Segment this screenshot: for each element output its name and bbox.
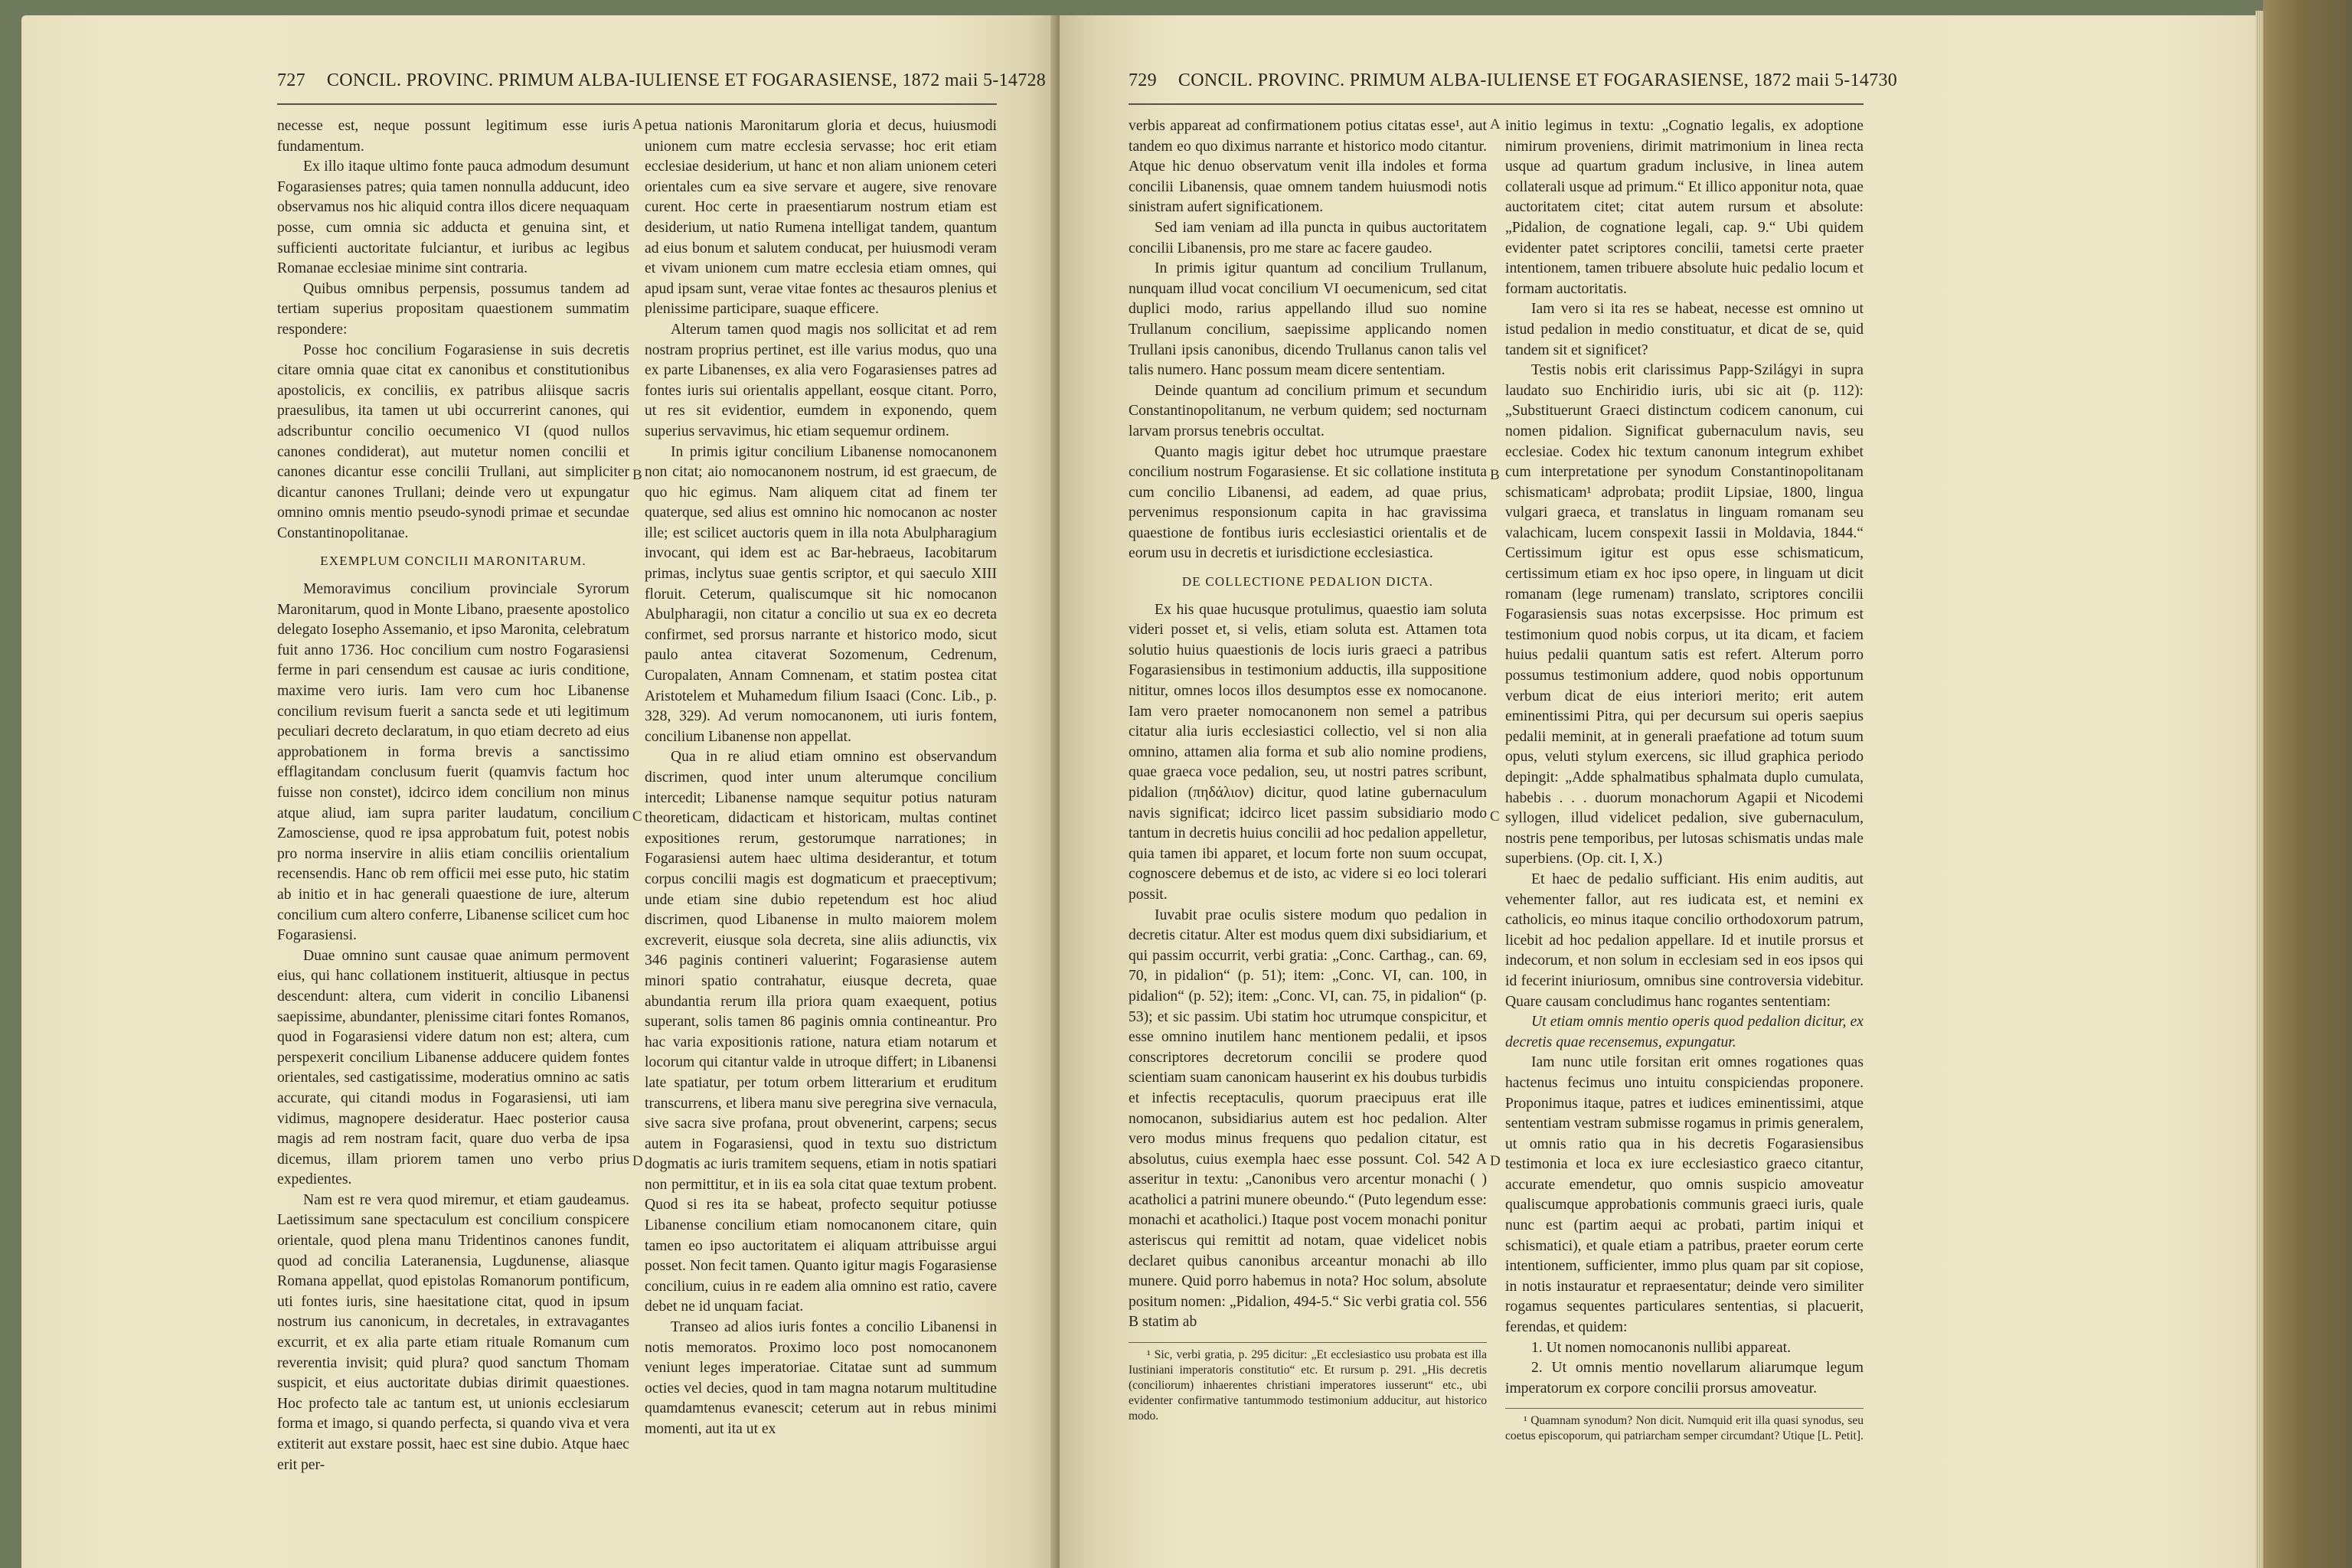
margin-marker: A: [632, 116, 643, 132]
paragraph: necesse est, neque possunt legitimum esse iuris fundamentum.: [277, 118, 629, 155]
section-title: DE COLLECTIONE PEDALION DICTA.: [1181, 574, 1434, 590]
paragraph: Ut etiam omnis mentio operis quod pedalion dicitur, ex decretis quae recensemus, expungatur.: [1505, 1014, 1864, 1050]
paragraph: initio legimus in textu: „Cognatio legalis, ex adoptione nimirum proveniens, dirimit matrimonium in linea recta usque ad quartum gradum inclusive, in linea autem collaterali usque ad primum.“ Et illico apponitur nota, quae auctoritatem citet; citat autem rursum et absolute: „Pidalion, de cognatione legali, cap. 9.“ Ubi quidem evidenter patet scriptores concilii, tametsi certe praeter intentionem, tamen tribuere absolute huic pedalio locum et formam auctoritatis.: [1505, 118, 1864, 297]
paragraph: Ex his quae hucusque protulimus, quaestio iam soluta videri posset et, si velis, etiam soluta est. Attamen tota solutio huius quaestionis de locis iuris graeci a patribus Fogarasiensibus in testimonium adductis, illa suppositione nititur, omnes locos illos desumptos esse ex nomocanone. Iam vero praeter nomocanonem non semel a patribus citatur alia iuris ecclesiastici collectio, vel si non alia omnino, attamen alia forma et sub alio nomine prodiens, quae graeca voce pedalion, seu, ut nostri patres scribunt, pidalion (πηδάλιον) dicitur, quod latine gubernaculum navis significat; idcirco licet passim subsidiario modo tantum in decretis huius concilii ad hoc pedalion appelletur, quia tamen ibi apparet, et locum forte non suum occupat, cognoscere debemus et de isto, ac videre si eo loci tolerari possit.: [1129, 601, 1487, 903]
paragraph: verbis appareat ad confirmationem potius citatas esse¹, aut tandem eo quo diximus narrante et historico modo citantur. Atque hic denuo observatum venit illa indoles et forma concilii Libanensis, quae omnem tandem huiusmodi notis sinistram aufert significationem.: [1129, 118, 1487, 216]
left-running-head: [277, 70, 1047, 101]
paragraph: In primis igitur quantum ad concilium Trullanum, nunquam illud vocat concilium VI oecumenicum, sed citat duplici modo, rarius appellando illud suo nomine Trullanum concilium, saepissime applicando nomen Trullani ipsis canonibus, dicendo Trullanus canon talis vel talis numero. Hanc possum meam dicere sententiam.: [1129, 260, 1487, 379]
footnote: ¹ Sic, verbi gratia, p. 295 dicitur: „Et ecclesiastico usu probata est illa Iustiniani imperatoris constitutio“ etc. Et rursum p. 291. „His decretis (conciliorum) inhaerentes christiani imperatores iusserunt“ etc., ubi evidenter confirmative tantummodo testimonium adducitur, aut historico modo.: [1129, 1348, 1487, 1423]
head-rule: [1129, 103, 1864, 105]
paragraph: Quibus omnibus perpensis, possumus tandem ad tertiam superius propositam quaestionem summatim respondere:: [277, 280, 629, 338]
paragraph: Sed iam veniam ad illa puncta in quibus auctoritatem concilii Libanensis, pro me stare ac facere gaudeo.: [1129, 219, 1487, 256]
paragraph: Iam vero si ita res se habeat, necesse est omnino ut istud pedalion in medio constituatur, et dicat de se, quid tandem sit et significet?: [1505, 301, 1864, 358]
paragraph: Posse hoc concilium Fogarasiense in suis decretis citare omnia quae citat ex canonibus et constitutionibus apostolicis, ex conciliis, ex patribus aliisque sacris praesulibus, ita tamen ut ubi occurrerint canones, qui adscribuntur concilio oecumenico VI (quod nullos canones condiderat), aut mutetur nomen concilii et canones dicantur esse concilii Trullani, aut simpliciter dicantur canones Trullani; deinde vero ut expungatur omnino omnis mentio pseudo-synodi primae et secundae Constantinopolitanae.: [277, 341, 629, 541]
page-number: 729: [1129, 70, 1157, 90]
paragraph: Memoravimus concilium provinciale Syrorum Maronitarum, quod in Monte Libano, praesente apostolico delegato Iosepho Assemanio, et ipso Maronita, celebratum fuit anno 1736. Hoc concilium cum nostro Fogarasiensi ferme in pari censendum est causae ac iuris conditione, maxime vero iuris. Iam vero cum hoc Libanense concilium revisum fuerit a sancta sede et uti legitimum peculiari decreto declaratum, in quo etiam decreto ad eius approbationem in forma brevis a sanctissimo efflagitandam conclusum fuerit (quamvis factum hoc fuisse non constet), idcirco idem concilium non minus atque aliud, iam supra pariter laudatum, concilium Zamosciense, quod re ipsa approbatum fuit, potest nobis pro norma inservire in aliis etiam conciliis orientalium recensendis. Hanc ob rem officii mei esse puto, hic statim ab initio et in hac generali quaestione de iure, alterum concilium cum altero conferre, Libanense scilicet cum hoc Fogarasiensi.: [277, 581, 629, 944]
right-page-column-1: [1129, 116, 1487, 1510]
paragraph: Nam est re vera quod miremur, et etiam gaudeamus. Laetissimum sane spectaculum est concilium conspicere orientale, quod plena manu Tridentinos canones fundit, quod ad concilia Lateranensia, Lugdunense, aliasque Romana appellat, quod epistolas Romanorum pontificum, uti fontes iuris, sine haesitatione citat, quod in ipsum nostrum ius canonicum, in decretales, in extravagantes excurrit, et ex alia parte etiam rituale Romanum cum reverentia invisit; quid plura? quod sanctum Thomam suspicit, et eius auctoritate dubias dirimit quaestiones. Hoc profecto tale ac tantum est, ut unionis ecclesiarum forma et imago, si quando perfecta, si quando viva et vera extiterit aut exstare possit, haec est sine dubio. Atque haec erit per-: [277, 1191, 629, 1473]
paragraph: Quanto magis igitur debet hoc utrumque praestare concilium nostrum Fogarasiense. Et sic collatione instituta cum concilio Libanensi, ad eadem, ad quae prius, pervenimus responsionum capita in hac gravissima quaestione de fontibus iuris ecclesiastici orientalis et de eorum usu in decretis et iurisdictione ecclesiastica.: [1129, 443, 1487, 562]
margin-marker: B: [632, 467, 642, 483]
left-page-column-2: [645, 116, 997, 1510]
book-cover-edge: [2263, 0, 2352, 1568]
page-number: 730: [1869, 70, 1898, 90]
margin-marker: D: [1490, 1153, 1501, 1169]
margin-marker: C: [632, 808, 642, 825]
right-running-head: [1129, 70, 1898, 101]
section-title: EXEMPLUM CONCILII MARONITARUM.: [320, 554, 586, 569]
margin-marker: B: [1490, 467, 1500, 483]
paragraph: Ex illo itaque ultimo fonte pauca admodum desumunt Fogarasienses patres; quia tamen nonnulla adducunt, ideo observamus nos hic aliquid contra illos dicere nequaquam posse, cum omnia sic adducta et genuina sint, et sufficienti auctoritate fulciantur, et iuribus ac legibus Romanae ecclesiae minime sint contraria.: [277, 158, 629, 277]
paragraph: 1. Ut nomen nomocanonis nullibi appareat.: [1531, 1339, 1792, 1356]
page-number: 727: [277, 70, 305, 90]
head-rule: [277, 103, 997, 105]
paragraph: Duae omnino sunt causae quae animum permovent eius, qui hanc collationem instituerit, altiusque in pectus descendunt: altera, cum viderit in concilio Libanensi saepissime, abundanter, plenissime citari fontes Romanos, quod in Fogarasiensi videre datum non est; altera, cum perspexerit concilium Libanense adducere quidem fontes orientales, sed castigatissime, moderatius omnino ac satis accurate, qui citandi modus in Fogarasiensi, uti iam vidimus, magnopere desideratur. Haec posterior causa magis ad rem nostram facit, quare duo verba de ipsa dicemus, illam priorem tamen uno verbo prius expedientes.: [277, 947, 629, 1188]
paragraph: 2. Ut omnis mentio novellarum aliarumque legum imperatorum ex corpore concilii prorsus amoveatur.: [1505, 1360, 1864, 1396]
margin-marker: A: [1490, 116, 1501, 132]
paragraph: Testis nobis erit clarissimus Papp-Szilágyi in supra laudato suo Enchiridio iuris, ubi sic ait (p. 112): „Substituerunt Graeci distinctum codicem canonum, cui nomen pidalion. Significat gubernaculum navis, seu ecclesiae. Codex hic textum canonum integrum exhibet cum interpretatione per synodum Constantinopolitanam schismaticam¹ adprobata; prodiit Lipsiae, 1800, lingua vulgari graeca, et translatus in linguam romanam seu valachicam, lucem conspexit Iassii in Moldavia, 1844.“ Certissimum igitur est opus esse schismaticum, certissimum etiam ex hoc ipso opere, in linguam ut dicit romanam (lege rumenam) translato, scriptores concilii Fogarasiensis suas notas excerpsisse. Hoc primum est testimonium quod nobis corpus, ut ita dicam, et faciem huius pedalii quantum satis est refert. Alterum porro possumus testimonium addere, quod nobis opportunum verbum dicat de eius interiori merito; erit autem eminentissimi Pitra, qui per decursum sui operis saepius pedalii meminit, at in generali praefatione ad totum suum opus, veluti stylum exercens, sic illud graphica periodo depingit: „Adde sphalmatibus sphalmata duplo cumulata, habebis . . . duorum monachorum Agapii et Nicodemi syllogen, illud videlicet pedalion, sive gubernaculum, nostris pene temporibus, per lutosas schismatis undas male superbiens. (Op. cit. I, X.): [1505, 362, 1864, 867]
footnotes: [1505, 1408, 1864, 1444]
paragraph: Alterum tamen quod magis nos sollicitat et ad rem nostram proprius pertinet, est ille varius modus, quo una ex parte Libanenses, ex alia vero Fogarasienses patres ad fontes iuris sui orientalis appellant, eosque citant. Porro, ut res sit evidentior, eumdem in exponendo, quem superius servavimus, hic etiam sequemur ordinem.: [645, 321, 997, 439]
paragraph: petua nationis Maronitarum gloria et decus, huiusmodi unionem cum matre ecclesia servasse; hoc erit etiam ecclesiae desiderium, ut hanc et non aliam unionem ceteri orientales cum ea sive servare et augere, sive renovare curent. Hoc certe in praesentiarum nostrum etiam est desiderium, ut natio Rumena intelligat tandem, quantum ad eius bonum et salutem conducat, per huiusmodi veram et vivam unionem cum matre ecclesia etiam omnes, qui apud ipsam sunt, verae vitae fontes ac thesauros plenius et plenissime participare, suaque efficere.: [645, 118, 997, 318]
paragraph: Iam nunc utile forsitan erit omnes rogationes quas hactenus fecimus uno intuitu conspiciendas proponere. Proponimus itaque, patres et iudices eminentissimi, atque sententiam vestram submisse rogamus in primis generalem, ut omnis ratio qua in his decretis Fogarasiensibus testimonia et loca ex iure ecclesiastico graeco citantur, accurate emendetur, quo omnis suspicio amoveatur qualiscumque approbationis communis graeci iuris, quale nunc est (partim aequi ac probati, partim iniqui et schismatici), et quale etiam a patribus, praeter eorum certe intentionem, sufficienter, immo plus quam par sit copiose, in notis instauratur et repraesentatur; deinde vero similiter rogamus sequentes particulares sententias, si placuerit, ferendas, et quidem:: [1505, 1054, 1864, 1336]
paragraph: Iuvabit prae oculis sistere modum quo pedalion in decretis citatur. Alter est modus quem dixi subsidiarium, et qui passim occurrit, verbi gratia: „Conc. Carthag., can. 69, 70, in pidalion“ (p. 51); item: „Conc. VI, can. 100, in pidalion“ (p. 52); item: „Conc. VI, can. 75, in pidalion“ (p. 53); et sic passim. Ubi statim hoc utrumque conspicitur, et esse omnino inutilem hanc mentionem pedalii, et ipsos conscriptores decretorum concilii se prodere quod scientiam suam canonicam hauserint ex his doubus turbidis et infectis receptaculis, quorum praecipuus erat ille nomocanon, subsidiarius autem est hoc pedalion. Alter vero modus minus frequens quo pedalion citatur, est absolutus, cuius exempla haec esse possunt. Col. 542 A asseritur in textu: „Canonibus vero arcentur monachi ( ) acatholici a patrini munere obeundo.“ (Puto legendum esse: monachi et acatholici.) Itaque post vocem monachi ponitur asteriscus qui remittit ad notam, quae videlicet nobis declaret quibus canonibus arceantur monachi ab illo munere. Quid porro habemus in nota? Hoc solum, absolute positum nomen: „Pidalion, 494-5.“ Sic verbi gratia col. 556 B statim ab: [1129, 906, 1487, 1331]
running-title: CONCIL. PROVINC. PRIMUM ALBA-IULIENSE ET FOGARASIENSE, 1872 maii 5-14: [1178, 70, 1870, 90]
paragraph: Et haec de pedalio sufficiant. His enim auditis, aut vehementer fallor, aut res iudicata est, et nemini ex catholicis, eo minus itaque concilio orthodoxorum patrum, licebit ad hoc pedalion appellare. Id et inutile prorsus et indecorum, et non solum in ecclesiam sed in eos ipsos qui id fecerint iniuriosum, omnibus sine controversia videbitur. Quare causam concludimus hanc rogantes sententiam:: [1505, 871, 1864, 1010]
left-page-column-1: [277, 116, 629, 1510]
right-page-column-2: [1505, 116, 1864, 1510]
footnote: ¹ Quamnam synodum? Non dicit. Numquid erit illa quasi synodus, seu coetus episcoporum, qui patriarcham semper circumdant? Utique [L. Petit].: [1505, 1414, 1864, 1443]
running-title: CONCIL. PROVINC. PRIMUM ALBA-IULIENSE ET FOGARASIENSE, 1872 maii 5-14: [326, 70, 1018, 90]
paragraph: In primis igitur concilium Libanense nomocanonem non citat; aio nomocanonem nostrum, id est graecum, de quo hic egimus. Nam aliquem citat ad finem ter quaterque, sed alius est omnino hic nomocanon ac noster ille; est scilicet auctoris quem in illa nota Abulpharagium invocant, qui idem est ac Bar-hebraeus, Iacobitarum primas, inclytus suae gentis scriptor, et qui saeculo XIII floruit. Ceterum, qualiscumque sit hic nomocanon Abulpharagii, non citatur a concilio ut sua ex eo decreta confirmet, sed prorsus narrante et historico modo, sicut paulo antea citaverat Sozomenum, Cedrenum, Curopalaten, Annam Comnenam, et statim postea citat Aristotelem et Muhamedum filium Isaaci (Conc. Lib., p. 328, 329). Ad verum nomocanonem, uti iuris fontem, concilium Libanense non appellat.: [645, 443, 997, 745]
footnotes: [1129, 1342, 1487, 1424]
paragraph: Qua in re aliud etiam omnino est observandum discrimen, quod inter unum alterumque concilium intercedit; Libanense namque sequitur potius naturam theoreticam, didacticam et historicam, multas continet expositiones rerum, gestorumque narrationes; in Fogarasiensi autem haec ultima desiderantur, et totum corpus concilii magis est dogmaticum et praeceptivum; unde etiam sine dubio repetendum est hoc aliud discrimen, quod Libanense in multo maiorem molem excreverit, eiusque sola decreta, sine aliis adiunctis, vix 346 paginis contineri valuerint; Fogarasiense autem minori spatio contrahatur, eiusque decreta, quae abundantia rerum illa priora quam exaequent, potius superant, solis tamen 86 paginis omnia contineantur. Pro hac varia expositionis ratione, natura etiam notarum et locorum qui citantur valde in utroque differt; in Libanensi late spatiatur, per totum orbem litterarium et eruditum transcurrens, et libera manu sive peregrina sive vernacula, sive sacra sive profana, prout obvenerint, carpens; secus autem in Fogarasiensi, quod in textu suo districtum dogmatis ac iuris tramitem sequens, etiam in notis spatiari non permittitur, et in iis ea sola citat quae textum probent. Quod si res ita se habeat, profecto sequitur potiusse Libanense concilium etiam nomocanonem citare, quin tamen eo ipso auctoritatem ei aliquam attribuisse argui posset. Non fecit tamen. Quanto igitur magis Fogarasiense concilium, cuius in re eadem alia omnino est ratio, cavere debet ne id unquam faciat.: [645, 749, 997, 1315]
paragraph: Deinde quantum ad concilium primum et secundum Constantinopolitanum, ne verbum quidem; sed nocturnam larvam prorsus tenebris occultat.: [1129, 382, 1487, 439]
margin-marker: D: [632, 1153, 643, 1169]
page-number: 728: [1018, 70, 1047, 90]
paragraph: Transeo ad alios iuris fontes a concilio Libanensi in notis memoratos. Proximo loco post nomocanonem veniunt leges imperatoriae. Citatae sunt ad summum octies vel decies, quod in tam magna notarum multitudine quamdamtenus evanescit; ceterum aut in rebus minimi momenti, aut ita ut ex: [645, 1319, 997, 1437]
margin-marker: C: [1490, 808, 1500, 825]
